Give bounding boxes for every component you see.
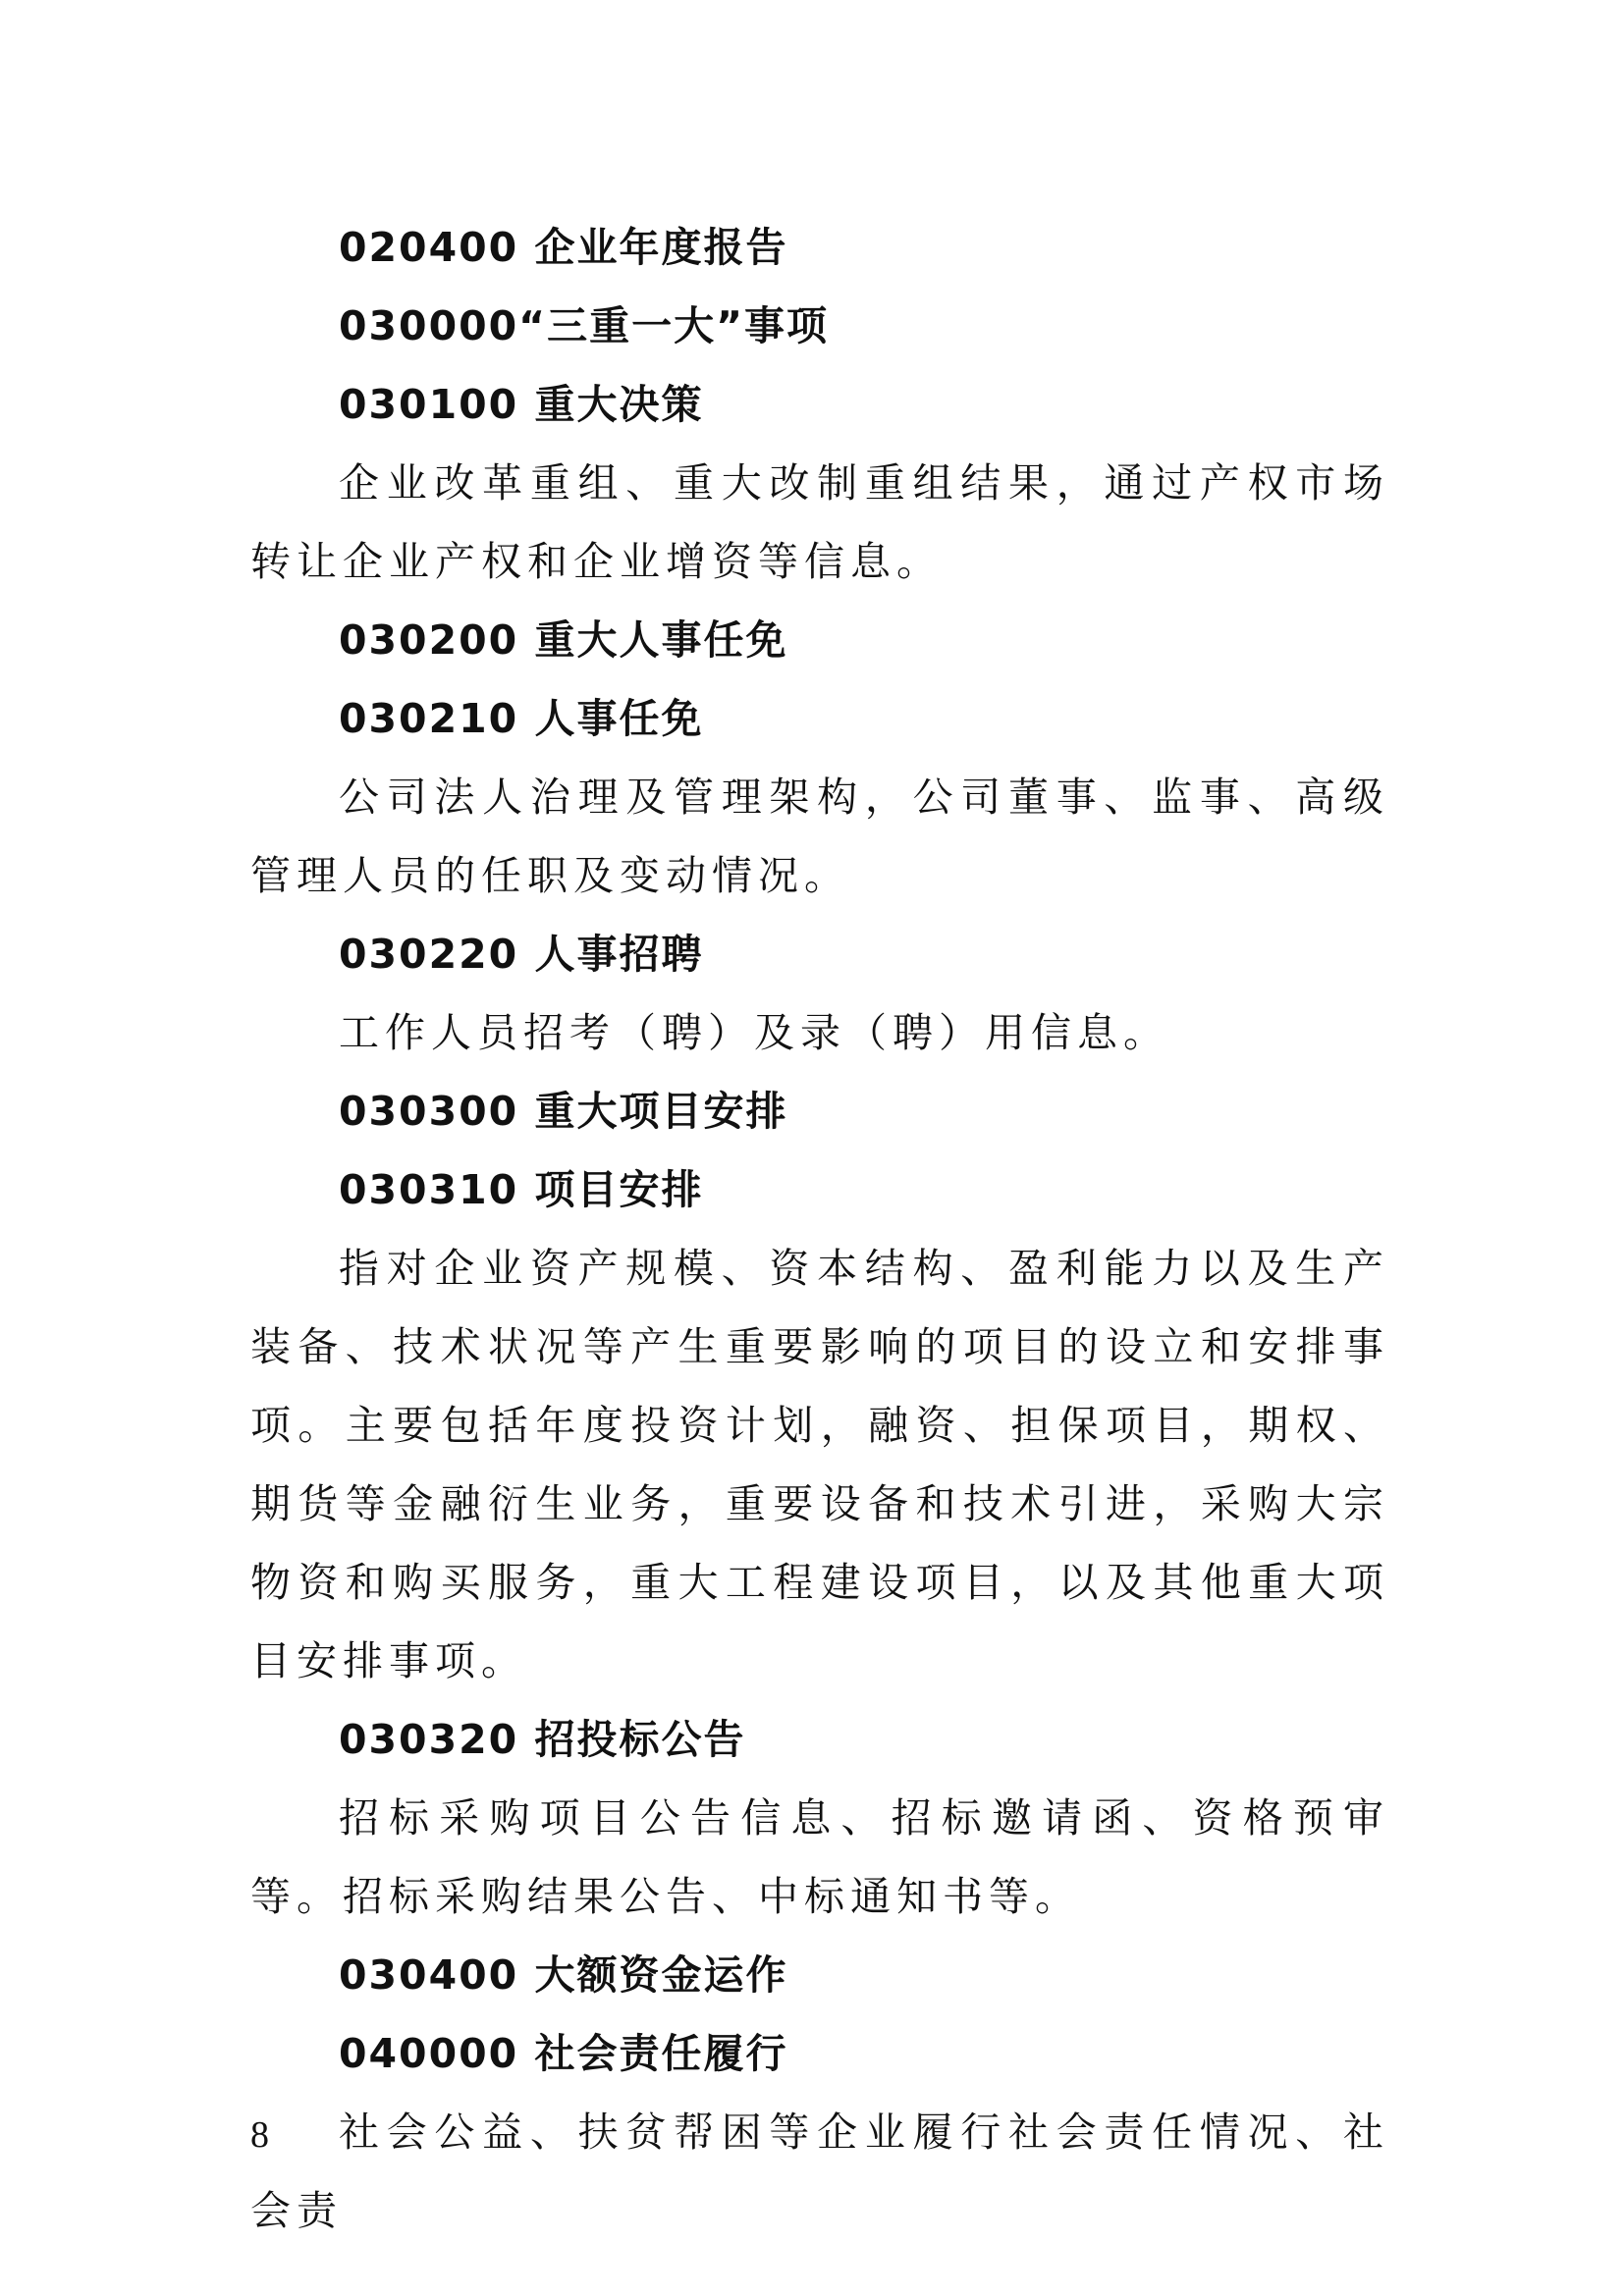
- paragraph-social-responsibility: 社会公益、扶贫帮困等企业履行社会责任情况、社会责: [250, 2109, 1389, 2234]
- page-content: [250, 208, 1389, 2250]
- section-heading-030400: 030400 大额资金运作: [339, 1951, 788, 1999]
- section-heading-020400: 020400 企业年度报告: [339, 224, 788, 271]
- section-heading-030220: 030220 人事招聘: [339, 931, 704, 978]
- section-heading-030310: 030310 项目安排: [339, 1166, 704, 1213]
- paragraph-recruitment: 工作人员招考（聘）及录（聘）用信息。: [339, 1009, 1169, 1056]
- section-heading-030320: 030320 招投标公告: [339, 1716, 746, 1763]
- section-heading-030210: 030210 人事任免: [339, 695, 704, 742]
- page-number: 8: [250, 2114, 269, 2156]
- section-heading-030200: 030200 重大人事任免: [339, 616, 788, 664]
- section-heading-030000: 030000“三重一大”事项: [339, 302, 830, 349]
- paragraph-major-decisions: 企业改革重组、重大改制重组结果，通过产权市场转让企业产权和企业增资等信息。: [250, 459, 1389, 585]
- section-heading-030300: 030300 重大项目安排: [339, 1088, 788, 1135]
- paragraph-tender-notices: 招标采购项目公告信息、招标邀请函、资格预审等。招标采购结果公告、中标通知书等。: [250, 1794, 1389, 1920]
- paragraph-appointments: 公司法人治理及管理架构，公司董事、监事、高级管理人员的任职及变动情况。: [250, 774, 1389, 899]
- section-heading-030100: 030100 重大决策: [339, 381, 704, 428]
- section-heading-040000: 040000 社会责任履行: [339, 2030, 788, 2077]
- paragraph-project-arrangement: 指对企业资产规模、资本结构、盈利能力以及生产装备、技术状况等产生重要影响的项目的设立和安排事项。主要包括年度投资计划，融资、担保项目，期权、期货等金融衍生业务，重要设备和技术引进，采购大宗物资和购买服务，重大工程建设项目，以及其他重大项目安排事项。: [250, 1245, 1389, 1684]
